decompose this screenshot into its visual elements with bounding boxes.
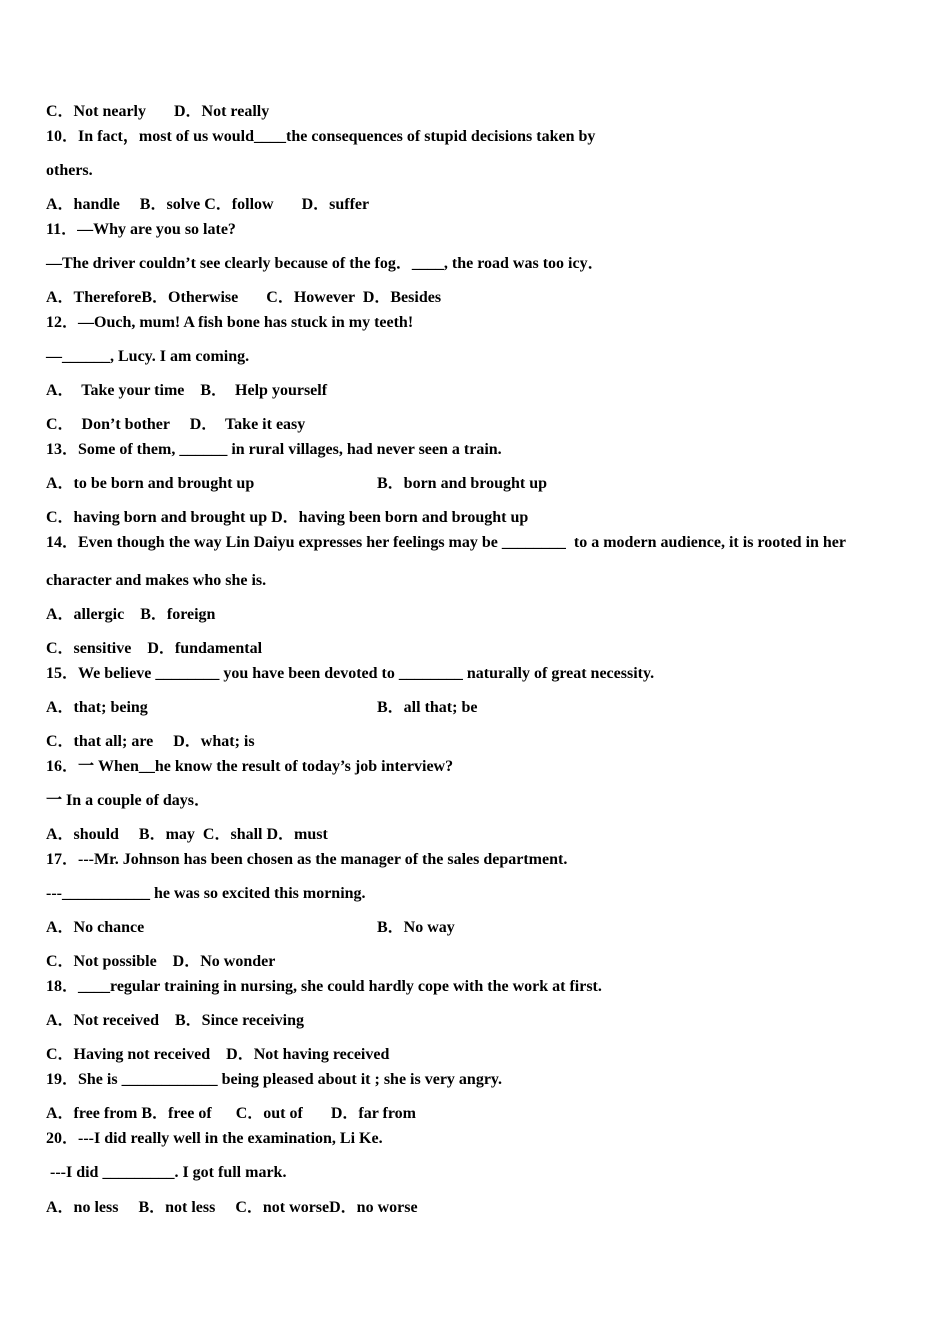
q11-dialogue: —The driver couldn’t see clearly because of the fog．____, the road was too icy． bbox=[46, 255, 604, 272]
q12-stem: 12．—Ouch, mum! A fish bone has stuck in my teeth! bbox=[46, 314, 414, 331]
q11-options: A．ThereforeB．Otherwise C．However D．Besides bbox=[46, 289, 442, 306]
q17-option-b: B．No way bbox=[377, 919, 455, 936]
q20-stem: 20．---I did really well in the examination, Li Ke. bbox=[46, 1130, 383, 1147]
q12-dialogue: —______, Lucy. I am coming. bbox=[46, 348, 250, 365]
q13-options-cd: C．having born and brought up D．having been born and brought up bbox=[46, 509, 529, 526]
q18-stem: 18．____regular training in nursing, she could hardly cope with the work at first. bbox=[46, 978, 602, 995]
q11-stem: 11．—Why are you so late? bbox=[46, 221, 236, 238]
q13-option-a: A．to be born and brought up bbox=[46, 475, 255, 492]
q12-options-cd: C． Don’t bother D． Take it easy bbox=[46, 416, 306, 433]
q17-stem: 17．---Mr. Johnson has been chosen as the manager of the sales department. bbox=[46, 851, 568, 868]
q20-dialogue: ---I did _________. I got full mark. bbox=[46, 1164, 287, 1181]
q14-stem: 14．Even though the way Lin Daiyu expresses her feelings may be ________ to a modern audience, it is rooted in her bbox=[46, 534, 847, 551]
q19-options: A．free from B．free of C．out of D．far from bbox=[46, 1105, 416, 1122]
q17-dialogue: ---___________ he was so excited this morning. bbox=[46, 885, 366, 902]
q18-options-ab: A．Not received B．Since receiving bbox=[46, 1012, 305, 1029]
q20-options: A．no less B．not less C．not worseD．no worse bbox=[46, 1199, 418, 1216]
q10-stem: 10．In fact，most of us would____the consequences of stupid decisions taken by bbox=[46, 128, 596, 145]
q15-option-b: B．all that; be bbox=[377, 699, 478, 716]
q15-option-a: A．that; being bbox=[46, 699, 148, 716]
q12-options-ab: A． Take your time B． Help yourself bbox=[46, 382, 328, 399]
q17-option-a: A．No chance bbox=[46, 919, 145, 936]
q16-options: A．should B．may C．shall D．must bbox=[46, 826, 328, 843]
q18-options-cd: C．Having not received D．Not having received bbox=[46, 1046, 390, 1063]
q10-stem-cont: others. bbox=[46, 162, 93, 179]
q16-dialogue: 一 In a couple of days． bbox=[46, 792, 211, 809]
q16-stem: 16．一 When__he know the result of today’s job interview? bbox=[46, 758, 454, 775]
q19-stem: 19．She is ____________ being pleased about it ; she is very angry. bbox=[46, 1071, 503, 1088]
q14-options-ab: A．allergic B．foreign bbox=[46, 606, 216, 623]
q13-stem: 13．Some of them, ______ in rural villages, had never seen a train. bbox=[46, 441, 502, 458]
q9-options-cd: C．Not nearly D．Not really bbox=[46, 103, 270, 120]
q13-option-b: B．born and brought up bbox=[377, 475, 548, 492]
q15-stem: 15．We believe ________ you have been devoted to ________ naturally of great necessity. bbox=[46, 665, 655, 682]
q17-options-cd: C．Not possible D．No wonder bbox=[46, 953, 276, 970]
q10-options: A．handle B．solve C．follow D．suffer bbox=[46, 196, 370, 213]
q14-options-cd: C．sensitive D．fundamental bbox=[46, 640, 263, 657]
q15-options-cd: C．that all; are D．what; is bbox=[46, 733, 255, 750]
q14-stem-cont: character and makes who she is. bbox=[46, 572, 267, 589]
